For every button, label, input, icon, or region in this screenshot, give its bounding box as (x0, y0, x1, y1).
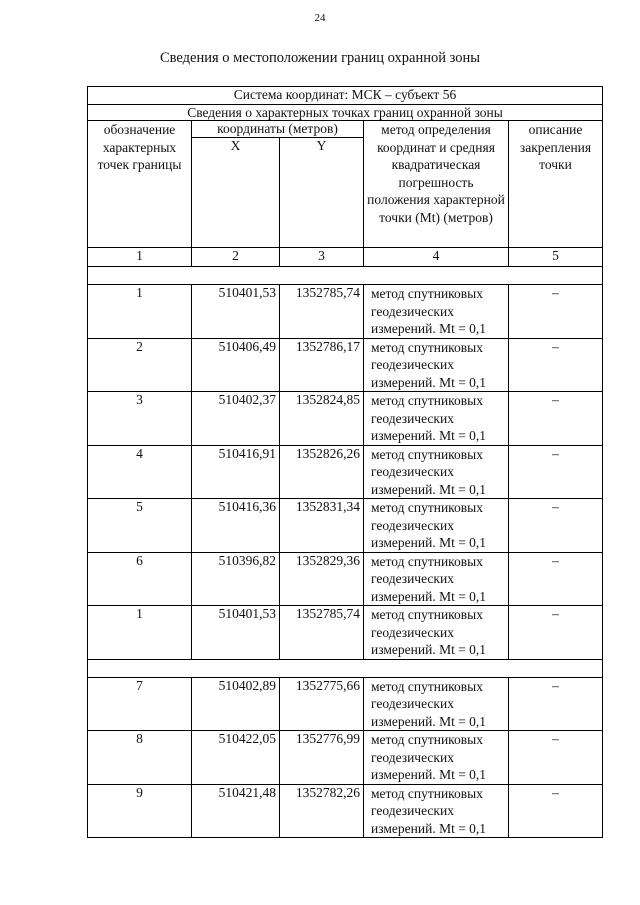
x-coordinate-cell: 510406,49 (192, 338, 280, 392)
column-header-coordinates: координаты (метров) (192, 121, 364, 138)
coordinate-system-header: Система координат: МСК – субъект 56 (88, 87, 603, 105)
point-number-cell: 3 (88, 392, 192, 446)
point-number-cell: 7 (88, 677, 192, 731)
y-coordinate-cell: 1352785,74 (280, 285, 364, 339)
x-coordinate-cell: 510416,91 (192, 445, 280, 499)
method-cell: метод спутниковых геодезических измерений. Mt = 0,1 (364, 499, 509, 553)
column-number-4: 4 (364, 248, 509, 267)
method-cell: метод спутниковых геодезических измерений. Mt = 0,1 (364, 731, 509, 785)
fixing-description-cell: – (509, 445, 603, 499)
coordinates-table (87, 86, 603, 838)
y-coordinate-cell: 1352786,17 (280, 338, 364, 392)
method-cell: метод спутниковых геодезических измерений. Mt = 0,1 (364, 445, 509, 499)
y-coordinate-cell: 1352782,26 (280, 784, 364, 838)
point-number-cell: 1 (88, 606, 192, 660)
table-row (88, 552, 603, 606)
table-row (88, 784, 603, 838)
group-separator-row (88, 267, 603, 285)
fixing-description-cell: – (509, 338, 603, 392)
point-number-cell: 4 (88, 445, 192, 499)
fixing-description-cell: – (509, 784, 603, 838)
y-coordinate-cell: 1352824,85 (280, 392, 364, 446)
column-header-method: метод определения координат и средняя квадратическая погрешность положения характерной точки (Mt) (метров) (364, 121, 509, 248)
point-number-cell: 2 (88, 338, 192, 392)
method-cell: метод спутниковых геодезических измерений. Mt = 0,1 (364, 338, 509, 392)
method-cell: метод спутниковых геодезических измерений. Mt = 0,1 (364, 606, 509, 660)
x-coordinate-cell: 510396,82 (192, 552, 280, 606)
column-number-1: 1 (88, 248, 192, 267)
y-coordinate-cell: 1352826,26 (280, 445, 364, 499)
column-header-y: Y (280, 138, 364, 248)
y-coordinate-cell: 1352831,34 (280, 499, 364, 553)
table-row (88, 392, 603, 446)
x-coordinate-cell: 510421,48 (192, 784, 280, 838)
table-row (88, 285, 603, 339)
column-header-fixing: описание закрепления точки (509, 121, 603, 248)
table-row (88, 499, 603, 553)
point-number-cell: 8 (88, 731, 192, 785)
column-header-x: X (192, 138, 280, 248)
x-coordinate-cell: 510422,05 (192, 731, 280, 785)
column-header-point-designation: обозначение характерных точек границы (88, 121, 192, 248)
fixing-description-cell: – (509, 499, 603, 553)
fixing-description-cell: – (509, 552, 603, 606)
y-coordinate-cell: 1352785,74 (280, 606, 364, 660)
y-coordinate-cell: 1352775,66 (280, 677, 364, 731)
points-subtitle-header: Сведения о характерных точках границ охранной зоны (88, 105, 603, 121)
fixing-description-cell: – (509, 392, 603, 446)
page-number: 24 (314, 12, 326, 24)
point-number-cell: 6 (88, 552, 192, 606)
column-number-2: 2 (192, 248, 280, 267)
fixing-description-cell: – (509, 731, 603, 785)
fixing-description-cell: – (509, 606, 603, 660)
x-coordinate-cell: 510402,89 (192, 677, 280, 731)
table-row (88, 606, 603, 660)
table-row (88, 731, 603, 785)
table-row (88, 338, 603, 392)
column-number-3: 3 (280, 248, 364, 267)
method-cell: метод спутниковых геодезических измерений. Mt = 0,1 (364, 784, 509, 838)
method-cell: метод спутниковых геодезических измерений. Mt = 0,1 (364, 677, 509, 731)
method-cell: метод спутниковых геодезических измерений. Mt = 0,1 (364, 392, 509, 446)
method-cell: метод спутниковых геодезических измерений. Mt = 0,1 (364, 285, 509, 339)
fixing-description-cell: – (509, 677, 603, 731)
column-number-5: 5 (509, 248, 603, 267)
group-separator-row (88, 659, 603, 677)
y-coordinate-cell: 1352776,99 (280, 731, 364, 785)
point-number-cell: 1 (88, 285, 192, 339)
x-coordinate-cell: 510416,36 (192, 499, 280, 553)
x-coordinate-cell: 510402,37 (192, 392, 280, 446)
point-number-cell: 9 (88, 784, 192, 838)
table-row (88, 445, 603, 499)
point-number-cell: 5 (88, 499, 192, 553)
fixing-description-cell: – (509, 285, 603, 339)
document-title: Сведения о местоположении границ охранной зоны (159, 50, 480, 66)
x-coordinate-cell: 510401,53 (192, 285, 280, 339)
x-coordinate-cell: 510401,53 (192, 606, 280, 660)
y-coordinate-cell: 1352829,36 (280, 552, 364, 606)
method-cell: метод спутниковых геодезических измерений. Mt = 0,1 (364, 552, 509, 606)
table-row (88, 677, 603, 731)
